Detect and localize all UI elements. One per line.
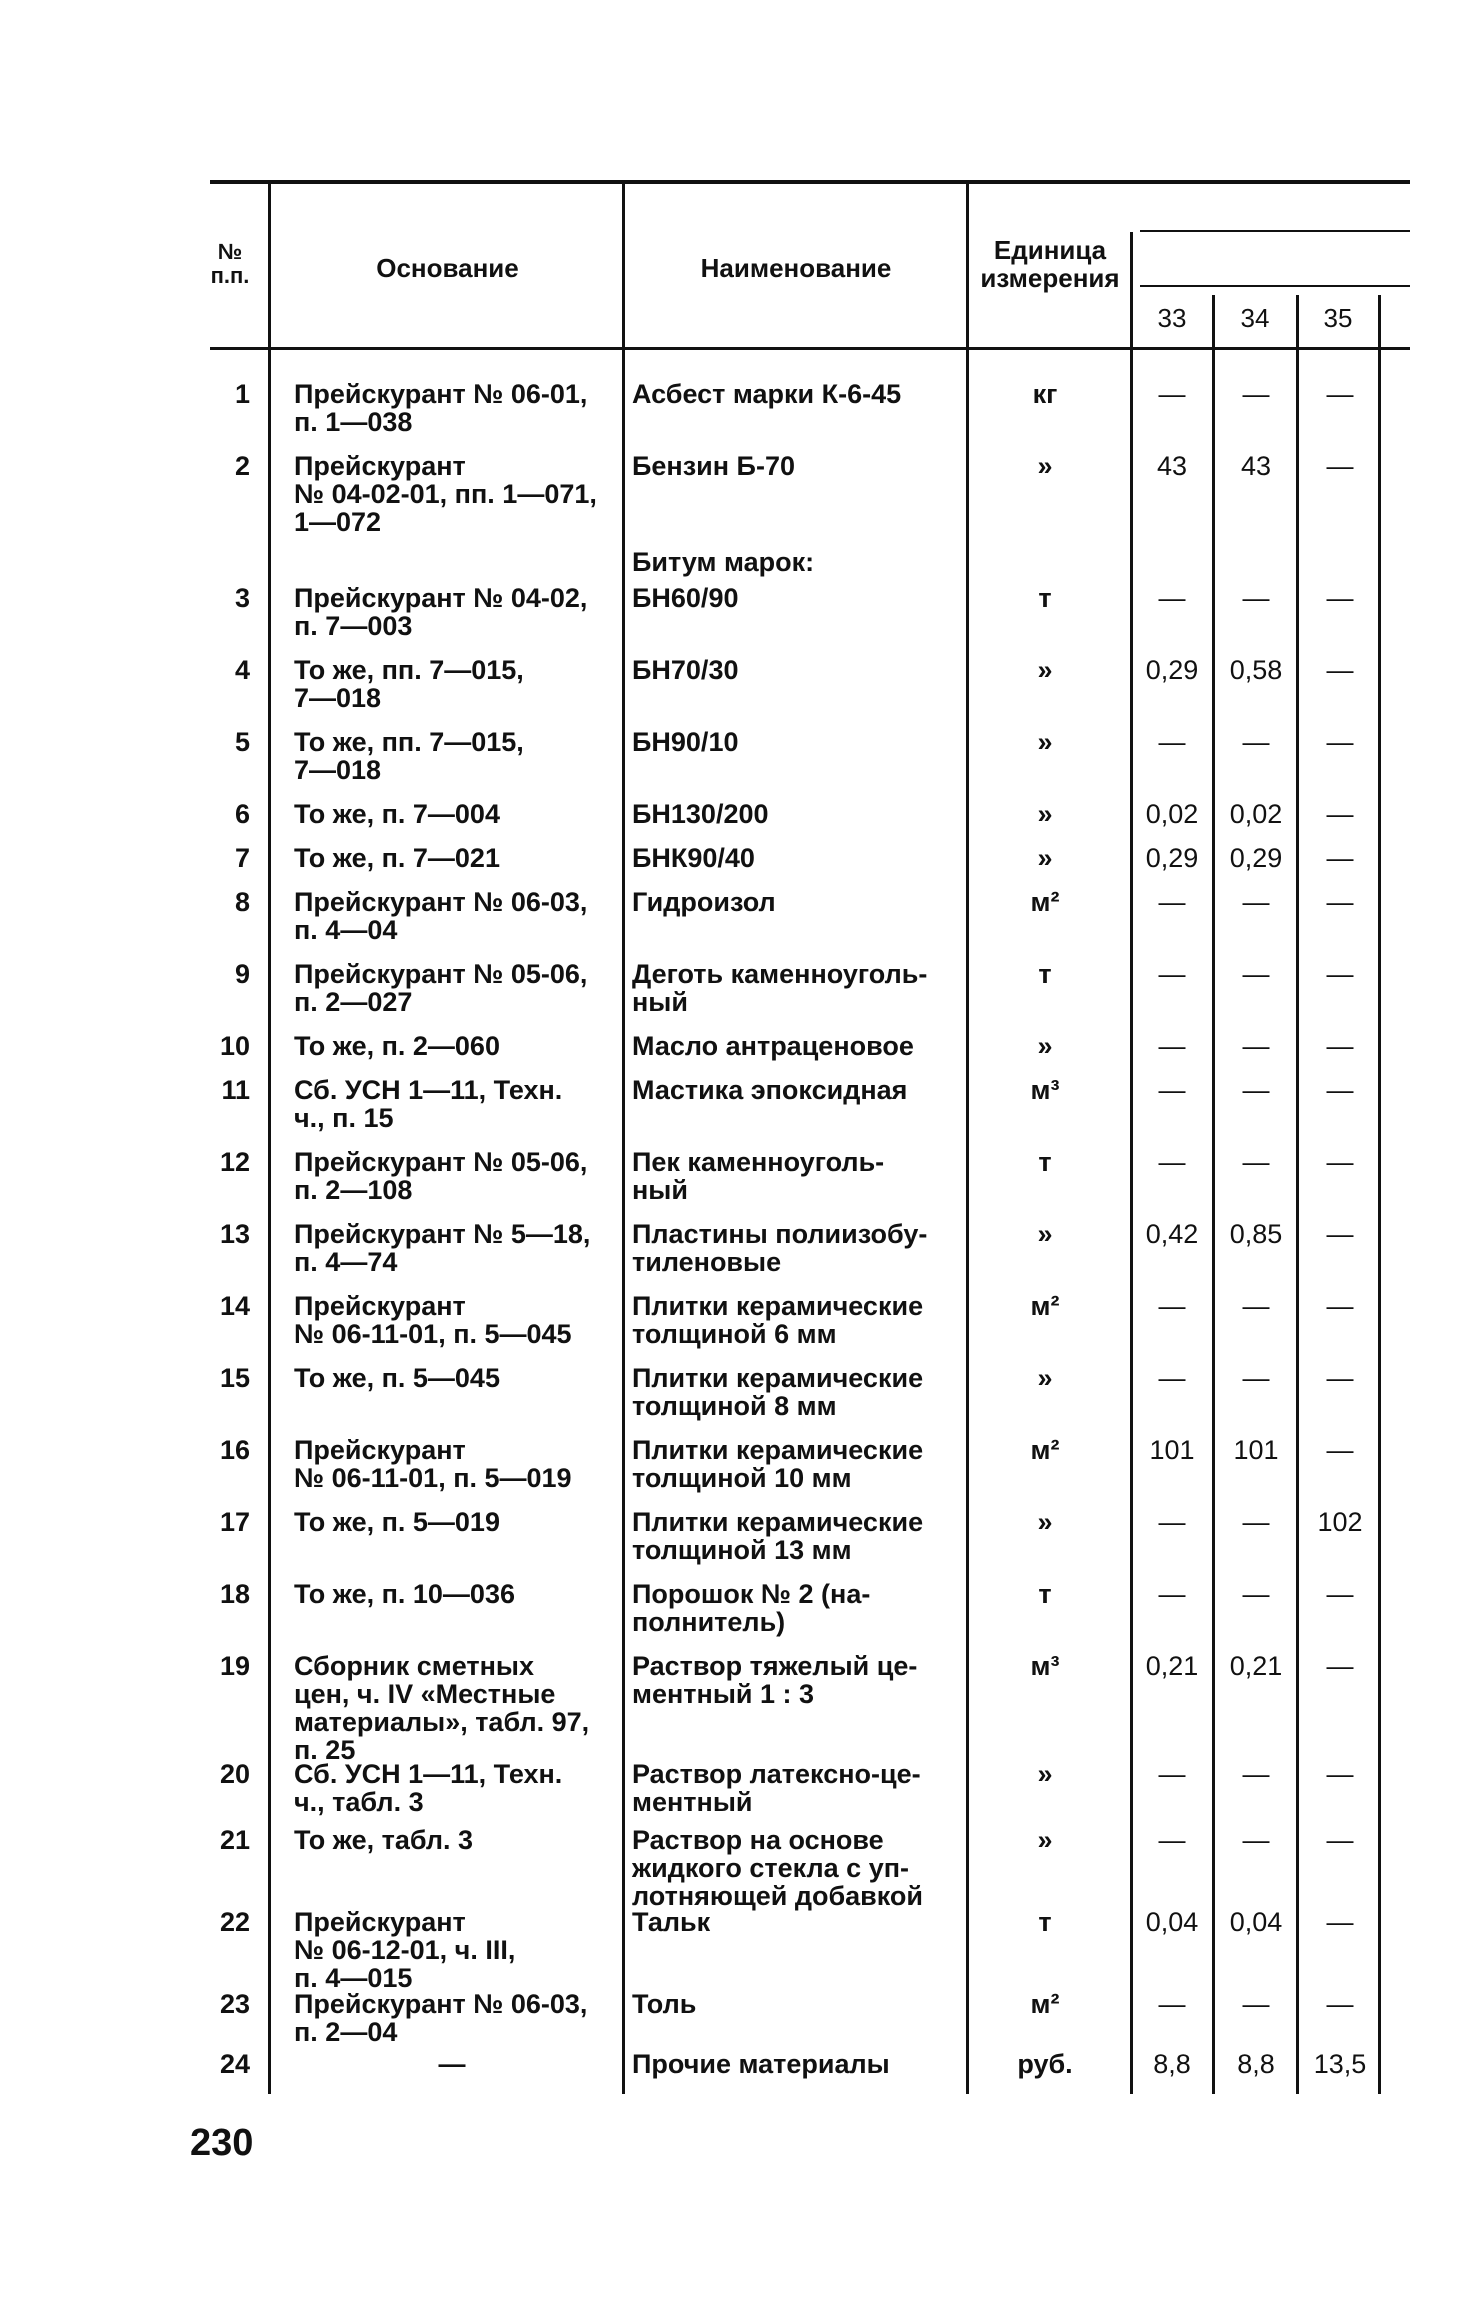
row-num: 10 (219, 1031, 250, 1061)
row-value-33: — (1158, 583, 1186, 613)
row-basis: То же, п. 10—036 (294, 1579, 515, 1609)
row-basis: — (438, 2049, 466, 2079)
row-value-34: 43 (1240, 451, 1272, 481)
row-value-35: — (1326, 799, 1354, 829)
row-value-34: — (1242, 1989, 1270, 2019)
row-name: Бензин Б-70 (632, 451, 795, 481)
header-basis: Основание (376, 253, 519, 283)
row-num: 12 (219, 1147, 250, 1177)
row-name: БН60/90 (632, 583, 739, 613)
row-value-35: 102 (1317, 1507, 1363, 1537)
row-basis: Прейскурант № 06-03, п. 4—04 (294, 887, 588, 945)
row-name: Раствор тяжелый це- ментный 1 : 3 (632, 1651, 918, 1709)
row-value-34: — (1242, 583, 1270, 613)
row-value-33: — (1158, 1363, 1186, 1393)
row-value-33: 0,02 (1145, 799, 1199, 829)
row-basis: То же, п. 5—019 (294, 1507, 500, 1537)
row-basis: То же, п. 7—021 (294, 843, 500, 873)
row-unit: » (1037, 655, 1053, 685)
row-value-33: — (1158, 1507, 1186, 1537)
row-basis: То же, пп. 7—015, 7—018 (294, 655, 524, 713)
row-value-35: — (1326, 655, 1354, 685)
row-num: 20 (219, 1759, 250, 1789)
header-col-35: 35 (1323, 303, 1353, 333)
row-unit: » (1037, 1031, 1053, 1061)
page-number: 230 (190, 2122, 254, 2164)
row-value-35: — (1326, 1435, 1354, 1465)
row-name: БН70/30 (632, 655, 739, 685)
row-unit: » (1037, 1825, 1053, 1855)
row-value-33: 0,42 (1145, 1219, 1199, 1249)
row-value-33: — (1158, 887, 1186, 917)
row-value-33: 0,21 (1145, 1651, 1199, 1681)
header-col-34: 34 (1240, 303, 1270, 333)
row-value-33: — (1158, 1579, 1186, 1609)
header-name: Наименование (700, 253, 892, 283)
row-value-33: 0,29 (1145, 655, 1199, 685)
row-basis: Прейскурант № 06-01, п. 1—038 (294, 379, 588, 437)
row-value-35: — (1326, 583, 1354, 613)
header-col-33: 33 (1157, 303, 1187, 333)
row-value-34: — (1242, 887, 1270, 917)
row-value-35: — (1326, 1989, 1354, 2019)
row-value-34: — (1242, 1363, 1270, 1393)
row-unit: м² (1030, 887, 1060, 917)
row-basis: Сб. УСН 1—11, Техн. ч., п. 15 (294, 1075, 563, 1133)
row-value-35: — (1326, 379, 1354, 409)
row-value-33: 101 (1149, 1435, 1195, 1465)
row-value-34: 0,29 (1229, 843, 1283, 873)
row-num: 6 (234, 799, 250, 829)
row-num: 5 (234, 727, 250, 757)
row-value-33: — (1158, 1147, 1186, 1177)
row-unit: » (1037, 1759, 1053, 1789)
row-basis: Прейскурант № 06-12-01, ч. III, п. 4—015 (294, 1907, 516, 1993)
row-unit: » (1037, 843, 1053, 873)
row-value-35: — (1326, 1363, 1354, 1393)
row-basis: Прейскурант № 06-11-01, п. 5—045 (294, 1291, 572, 1349)
row-basis: То же, п. 2—060 (294, 1031, 500, 1061)
row-basis: Прейскурант № 04-02, п. 7—003 (294, 583, 588, 641)
row-name: Битум марок: (632, 547, 815, 577)
row-name: Прочие материалы (632, 2049, 890, 2079)
row-value-35: — (1326, 727, 1354, 757)
group-rule-1 (1140, 230, 1410, 232)
header-unit: Единица измерения (980, 235, 1120, 293)
row-value-35: — (1326, 1075, 1354, 1105)
row-value-33: — (1158, 959, 1186, 989)
row-value-34: 8,8 (1237, 2049, 1275, 2079)
row-value-35: — (1326, 1759, 1354, 1789)
header-bottom-rule (210, 347, 1410, 350)
row-name: Плитки керамические толщиной 13 мм (632, 1507, 924, 1565)
row-value-33: — (1158, 379, 1186, 409)
row-value-34: 101 (1233, 1435, 1279, 1465)
row-value-34: — (1242, 1507, 1270, 1537)
row-value-34: — (1242, 379, 1270, 409)
row-value-34: 0,85 (1229, 1219, 1283, 1249)
row-value-35: — (1326, 1291, 1354, 1321)
row-unit: м² (1030, 1989, 1060, 2019)
row-value-33: 0,29 (1145, 843, 1199, 873)
row-basis: Прейскурант № 04-02-01, пп. 1—071, 1—072 (294, 451, 597, 537)
row-num: 22 (219, 1907, 250, 1937)
row-name: Гидроизол (632, 887, 776, 917)
row-num: 4 (234, 655, 250, 685)
row-value-33: — (1158, 1989, 1186, 2019)
row-basis: Прейскурант № 5—18, п. 4—74 (294, 1219, 591, 1277)
row-basis: Прейскурант № 06-11-01, п. 5—019 (294, 1435, 572, 1493)
row-num: 7 (234, 843, 250, 873)
row-name: Асбест марки К-6-45 (632, 379, 902, 409)
row-unit: руб. (1017, 2049, 1073, 2079)
row-basis: Прейскурант № 05-06, п. 2—108 (294, 1147, 588, 1205)
row-value-33: — (1158, 1759, 1186, 1789)
row-basis: То же, п. 7—004 (294, 799, 500, 829)
row-num: 1 (234, 379, 250, 409)
row-name: Раствор латексно-це- ментный (632, 1759, 921, 1817)
row-num: 3 (234, 583, 250, 613)
row-name: Раствор на основе жидкого стекла с уп- лотняющей добавкой (632, 1825, 924, 1911)
row-unit: м² (1030, 1291, 1060, 1321)
row-unit: » (1037, 451, 1053, 481)
row-value-34: — (1242, 1147, 1270, 1177)
row-basis: То же, пп. 7—015, 7—018 (294, 727, 524, 785)
row-name: Плитки керамические толщиной 10 мм (632, 1435, 924, 1493)
row-value-35: — (1326, 887, 1354, 917)
row-value-34: — (1242, 1075, 1270, 1105)
row-value-35: 13,5 (1313, 2049, 1367, 2079)
row-basis: Прейскурант № 06-03, п. 2—04 (294, 1989, 588, 2047)
row-name: Толь (632, 1989, 697, 2019)
row-name: Пек каменноуголь- ный (632, 1147, 885, 1205)
row-num: 13 (219, 1219, 250, 1249)
row-value-35: — (1326, 843, 1354, 873)
row-num: 11 (221, 1075, 250, 1105)
row-basis: Сб. УСН 1—11, Техн. ч., табл. 3 (294, 1759, 563, 1817)
row-basis: Прейскурант № 05-06, п. 2—027 (294, 959, 588, 1017)
row-value-35: — (1326, 1031, 1354, 1061)
row-num: 8 (234, 887, 250, 917)
row-name: БНК90/40 (632, 843, 755, 873)
row-unit: т (1038, 1907, 1052, 1937)
row-num: 2 (234, 451, 250, 481)
row-unit: т (1038, 959, 1052, 989)
row-name: Плитки керамические толщиной 8 мм (632, 1363, 924, 1421)
row-unit: т (1038, 1147, 1052, 1177)
row-num: 23 (219, 1989, 250, 2019)
col-divider-7 (1378, 295, 1381, 2094)
col-divider-5 (1212, 295, 1215, 2094)
row-value-33: — (1158, 1075, 1186, 1105)
row-basis: То же, табл. 3 (294, 1825, 474, 1855)
row-value-35: — (1326, 1579, 1354, 1609)
row-num: 14 (219, 1291, 250, 1321)
row-num: 15 (219, 1363, 250, 1393)
row-value-34: — (1242, 959, 1270, 989)
col-divider-3 (966, 184, 969, 2094)
row-unit: кг (1032, 379, 1058, 409)
row-name: Мастика эпоксидная (632, 1075, 908, 1105)
row-value-34: 0,04 (1229, 1907, 1283, 1937)
row-value-34: — (1242, 1579, 1270, 1609)
row-num: 21 (219, 1825, 250, 1855)
row-unit: т (1038, 1579, 1052, 1609)
col-divider-2 (622, 184, 625, 2094)
row-basis: Сборник сметных цен, ч. IV «Местные материалы», табл. 97, п. 25 (294, 1651, 590, 1765)
row-basis: То же, п. 5—045 (294, 1363, 500, 1393)
row-name: Пластины полиизобу- тиленовые (632, 1219, 928, 1277)
row-value-33: 0,04 (1145, 1907, 1199, 1937)
col-divider-1 (268, 184, 271, 2094)
row-value-35: — (1326, 1825, 1354, 1855)
row-num: 16 (219, 1435, 250, 1465)
row-value-34: — (1242, 1759, 1270, 1789)
row-value-34: 0,21 (1229, 1651, 1283, 1681)
row-name: Деготь каменноуголь- ный (632, 959, 928, 1017)
row-num: 9 (234, 959, 250, 989)
row-value-34: — (1242, 1031, 1270, 1061)
table-top-rule (210, 180, 1410, 184)
row-value-35: — (1326, 451, 1354, 481)
row-value-33: — (1158, 1825, 1186, 1855)
row-value-34: 0,02 (1229, 799, 1283, 829)
row-unit: м³ (1030, 1075, 1060, 1105)
header-num: № п.п. (210, 239, 250, 288)
row-unit: т (1038, 583, 1052, 613)
row-value-34: 0,58 (1229, 655, 1283, 685)
row-value-35: — (1326, 1907, 1354, 1937)
row-num: 17 (219, 1507, 250, 1537)
row-name: БН130/200 (632, 799, 769, 829)
row-value-35: — (1326, 1219, 1354, 1249)
row-value-33: 43 (1156, 451, 1188, 481)
row-unit: м³ (1030, 1651, 1060, 1681)
row-name: Масло антраценовое (632, 1031, 914, 1061)
row-name: БН90/10 (632, 727, 739, 757)
row-value-33: 8,8 (1153, 2049, 1191, 2079)
row-num: 19 (219, 1651, 250, 1681)
row-name: Плитки керамические толщиной 6 мм (632, 1291, 924, 1349)
row-name: Порошок № 2 (на- полнитель) (632, 1579, 871, 1637)
row-unit: » (1037, 1219, 1053, 1249)
row-value-33: — (1158, 1031, 1186, 1061)
row-value-34: — (1242, 1291, 1270, 1321)
row-value-35: — (1326, 959, 1354, 989)
row-unit: » (1037, 799, 1053, 829)
row-unit: м² (1030, 1435, 1060, 1465)
row-unit: » (1037, 1507, 1053, 1537)
row-value-33: — (1158, 727, 1186, 757)
row-num: 24 (219, 2049, 250, 2079)
row-unit: » (1037, 727, 1053, 757)
row-value-35: — (1326, 1147, 1354, 1177)
row-value-34: — (1242, 1825, 1270, 1855)
row-value-34: — (1242, 727, 1270, 757)
col-divider-6 (1296, 295, 1299, 2094)
row-value-35: — (1326, 1651, 1354, 1681)
row-name: Тальк (632, 1907, 711, 1937)
group-rule-2 (1140, 285, 1410, 287)
row-num: 18 (219, 1579, 250, 1609)
row-unit: » (1037, 1363, 1053, 1393)
row-value-33: — (1158, 1291, 1186, 1321)
